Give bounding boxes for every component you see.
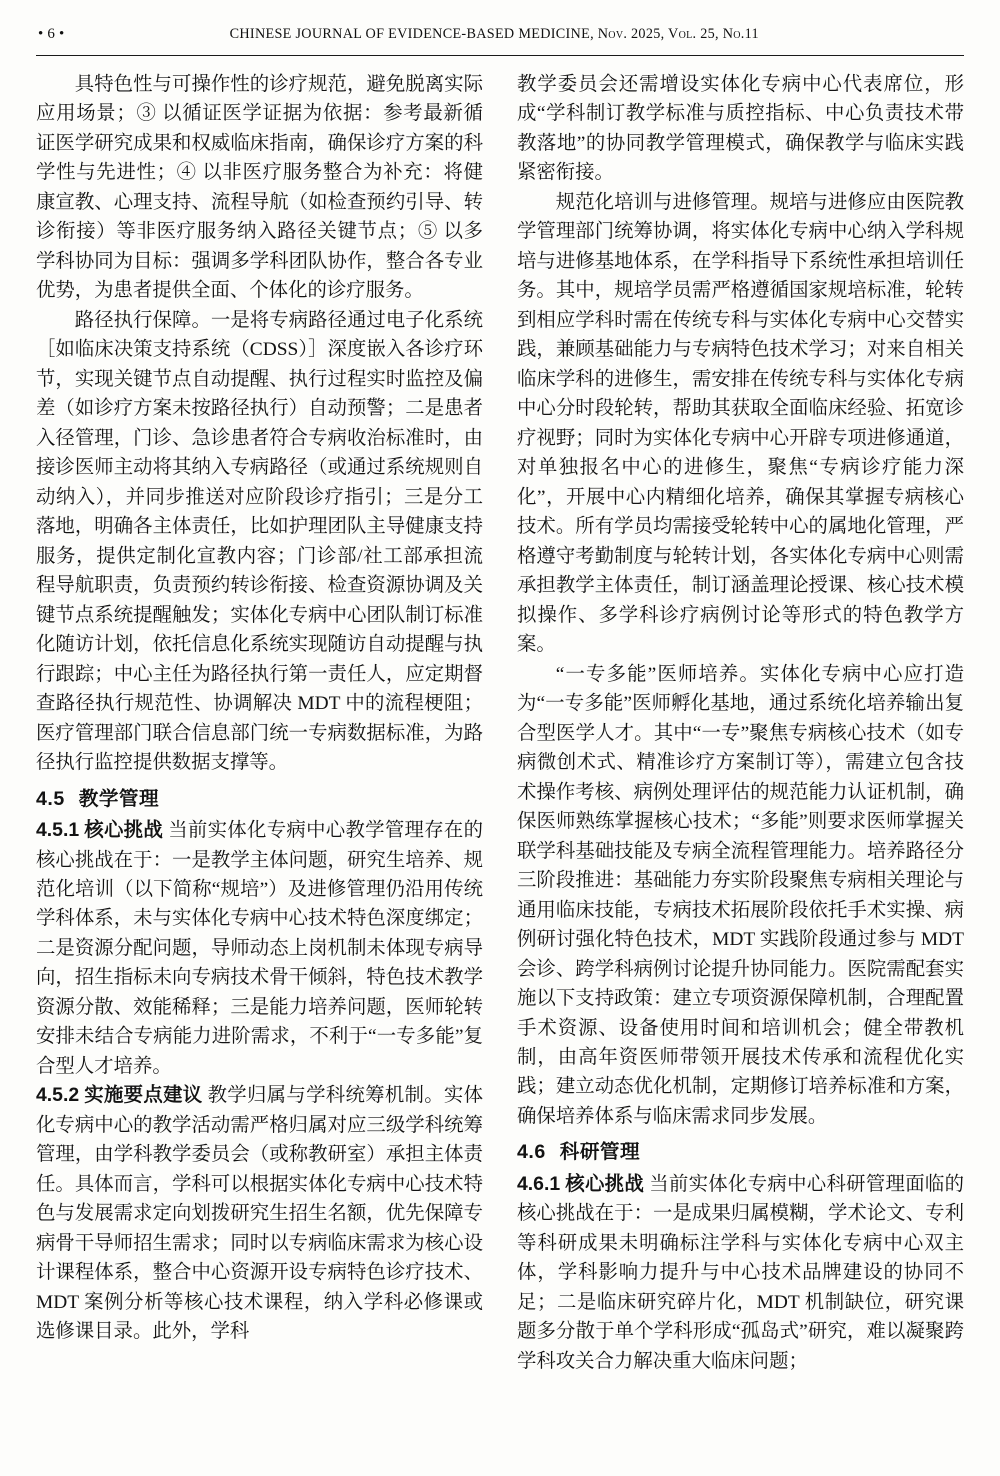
subsection-lead: 核心挑战 [565,1172,645,1195]
page-folio: • 6 • [38,26,65,42]
subsection-number: 4.5.1 [36,819,80,842]
right-column [517,70,964,1450]
section-title: 科研管理 [559,1141,641,1164]
section-title: 教学管理 [78,787,160,810]
subsection-4-5-1 [36,816,483,1081]
paragraph: 规范化培训与进修管理。规培与进修应由医院教学管理部门统筹协调，将实体化专病中心纳入学科规培与进修基地体系，在学科指导下系统性承担培训任务。其中，规培学员需严格遵循国家规培标准，轮转到相应学科时需在传统专科与实体化专病中心交替实践，兼顾基础能力与专病特色技术学习；对来自相关临床学科的进修生，需安排在传统专科与实体化专病中心分时段轮转，帮助其获取全面临床经验、拓宽诊疗视野；同时为实体化专病中心开辟专项进修通道，对单独报名中心的进修生，聚焦“专病诊疗能力深化”，开展中心内精细化培养，确保其掌握专病核心技术。所有学员均需接受轮转中心的属地化管理，严格遵守考勤制度与轮转计划，各实体化专病中心则需承担教学主体责任，制订涵盖理论授课、核心技术模拟操作、多学科诊疗病例讨论等形式的特色教学方案。 [517,191,964,656]
running-title: CHINESE JOURNAL OF EVIDENCE-BASED MEDICINE, Nov. 2025, Vol. 25, No.11 [229,26,759,42]
paragraph: 具特色性与可操作性的诊疗规范，避免脱离实际应用场景；③ 以循证医学证据为依据：参考最新循证医学研究成果和权威临床指南，确保诊疗方案的科学性与先进性；④ 以非医疗服务整合为补充：将健康宣教、心理支持、流程导航（如检查预约引导、转诊衔接）等非医疗服务纳入路径关键节点；⑤ 以多学科协同为目标：强调多学科团队协作，整合各专业优势，为患者提供全面、个体化的诊疗服务。 [36,74,483,302]
section-number: 4.6 [517,1141,546,1164]
paragraph-continued: 教学委员会还需增设实体化专病中心代表席位，形成“学科制订教学标准与质控指标、中心负责技术带教落地”的协同教学管理模式，确保教学与临床实践紧密衔接。 [517,74,964,184]
paragraph: 路径执行保障。一是将专病路径通过电子化系统［如临床决策支持系统（CDSS）］深度嵌入各诊疗环节，实现关键节点自动提醒、执行过程实时监控及偏差（如诊疗方案未按路径执行）自动预警；二是患者入径管理，门诊、急诊患者符合专病收治标准时，由接诊医师主动将其纳入专病路径（或通过系统规则自动纳入），并同步推送对应阶段诊疗指引；三是分工落地，明确各主体责任，比如护理团队主导健康支持服务，提供定制化宣教内容；门诊部/社工部承担流程导航职责，负责预约转诊衔接、检查资源协调及关键节点系统提醒触发；实体化专病中心团队制订标准化随访计划，依托信息化系统实现随访自动提醒与执行跟踪；中心主任为路径执行第一责任人，应定期督查路径执行规范性、协调解决 MDT 中的流程梗阻；医疗管理部门联合信息部门统一专病数据标准，为路径执行监控提供数据支撑等。 [36,309,483,774]
subsection-4-5-2 [36,1081,483,1346]
header-rule [36,55,964,56]
left-column [36,70,483,1450]
section-number: 4.5 [36,787,65,810]
subsection-text: 教学归属与学科统筹机制。实体化专病中心的教学活动需严格归属对应三级学科统筹管理，由学科教学委员会（或称教研室）承担主体责任。具体而言，学科可以根据实体化专病中心技术特色与发展需求定向划拨研究生招生名额，优先保障专病骨干导师招生需求；同时以专病临床需求为核心设计课程体系，整合中心资源开设专病特色诊疗技术、MDT 案例分析等核心技术课程，纳入学科必修课或选修课目录。此外，学科 [36,1085,483,1343]
running-head [36,26,964,52]
subsection-text: 当前实体化专病中心科研管理面临的核心挑战在于：一是成果归属模糊，学术论文、专利等科研成果未明确标注学科与实体化专病中心双主体，学科影响力提升与中心技术品牌建设的协同不足；二是临床研究碎片化，MDT 机制缺位，研究课题多分散于单个学科形成“孤岛式”研究，难以凝聚跨学科攻关合力解决重大临床问题； [517,1173,965,1372]
subsection-text: 当前实体化专病中心教学管理存在的核心挑战在于：一是教学主体问题，研究生培养、规范化培训（以下简称“规培”）及进修管理仍沿用传统学科体系，未与实体化专病中心技术特色深度绑定；二是资源分配问题，导师动态上岗机制未体现专病导向，招生指标未向专病技术骨干倾斜，特色技术教学资源分散、效能稀释；三是能力培养问题，医师轮转安排未结合专病能力进阶需求，不利于“一专多能”复合型人才培养。 [36,820,484,1077]
subsection-4-6-1 [517,1170,964,1376]
subsection-number: 4.6.1 [517,1172,561,1195]
subsection-number: 4.5.2 [36,1084,80,1107]
paragraph: “一专多能”医师培养。实体化专病中心应打造为“一专多能”医师孵化基地，通过系统化培养输出复合型医学人才。其中“一专”聚焦专病核心技术（如专病微创术式、精准诊疗方案制订等），需建立包含技术操作考核、病例处理评估的规范能力认证机制，确保医师熟练掌握核心技术；“多能”则要求医师掌握关联学科基础技能及专病全流程管理能力。培养路径分三阶段推进：基础能力夯实阶段聚焦专病相关理论与通用临床技能，专病技术拓展阶段依托手术实操、病例研讨强化特色技术，MDT 实践阶段通过参与 MDT 会诊、跨学科病例讨论提升协同能力。医院需配套实施以下支持政策：建立专项资源保障机制，合理配置手术资源、设备使用时间和培训机会；健全带教机制，由高年资医师带领开展技术传承和流程优化实践；建立动态优化机制，定期修订培养标准和方案，确保培养体系与临床需求同步发展。 [517,663,964,1127]
subsection-lead: 核心挑战 [84,819,164,842]
two-column-body [36,70,964,1450]
subsection-lead: 实施要点建议 [84,1084,203,1107]
section-heading-4-6 [517,1138,964,1167]
section-heading-4-5 [36,785,483,814]
